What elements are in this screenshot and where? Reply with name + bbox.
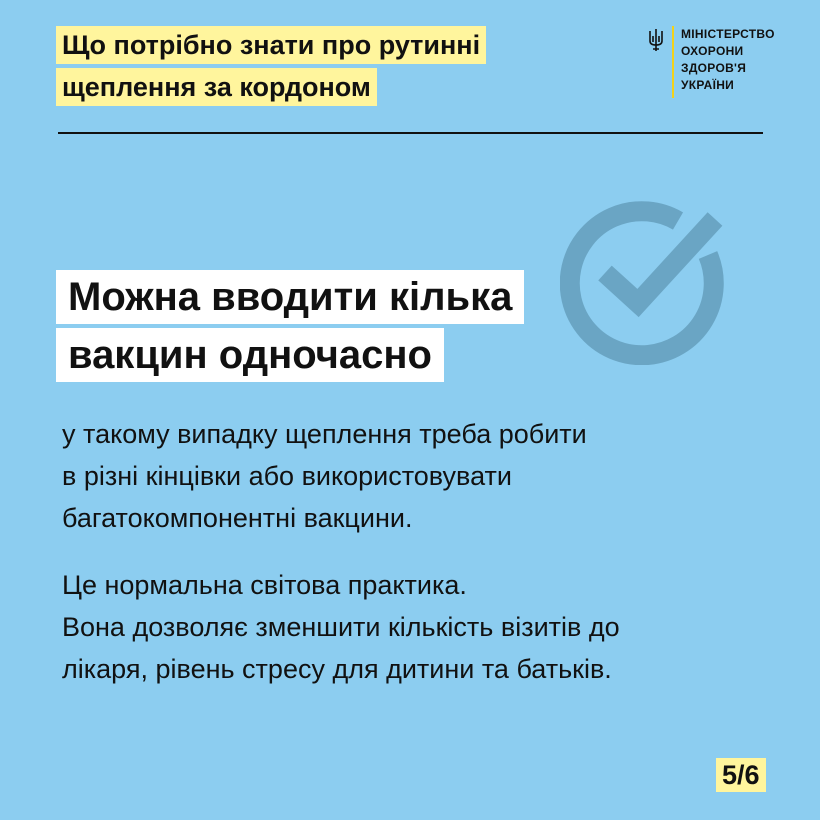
logo-divider — [672, 26, 674, 98]
header-title — [56, 26, 486, 110]
body-line: в різні кінцівки або використовувати — [62, 461, 512, 491]
logo-text — [681, 26, 775, 94]
ministry-logo — [648, 26, 775, 98]
body-paragraph-1 — [62, 413, 782, 539]
page-indicator: 5/6 — [716, 758, 766, 792]
logo-text-line: МІНІСТЕРСТВО — [681, 27, 775, 41]
headline-line: Можна вводити кілька — [56, 270, 524, 324]
logo-text-line: УКРАЇНИ — [681, 78, 735, 92]
body-paragraph-2 — [62, 564, 782, 690]
body-line: Вона дозволяє зменшити кількість візитів до — [62, 612, 620, 642]
body-line: багатокомпонентні вакцини. — [62, 503, 413, 533]
header-divider — [58, 132, 763, 134]
body-line: Це нормальна світова практика. — [62, 570, 467, 600]
header-title-line: щеплення за кордоном — [56, 68, 377, 106]
logo-text-line: ОХОРОНИ — [681, 44, 744, 58]
header-title-line: Що потрібно знати про рутинні — [56, 26, 486, 64]
body-line: лікаря, рівень стресу для дитини та батьків. — [62, 654, 612, 684]
body-line: у такому випадку щеплення треба робити — [62, 419, 587, 449]
headline-line: вакцин одночасно — [56, 328, 444, 382]
checkmark-circle-icon — [560, 195, 730, 365]
trident-icon — [648, 28, 664, 52]
logo-text-line: ЗДОРОВ'Я — [681, 61, 747, 75]
headline — [56, 270, 524, 386]
